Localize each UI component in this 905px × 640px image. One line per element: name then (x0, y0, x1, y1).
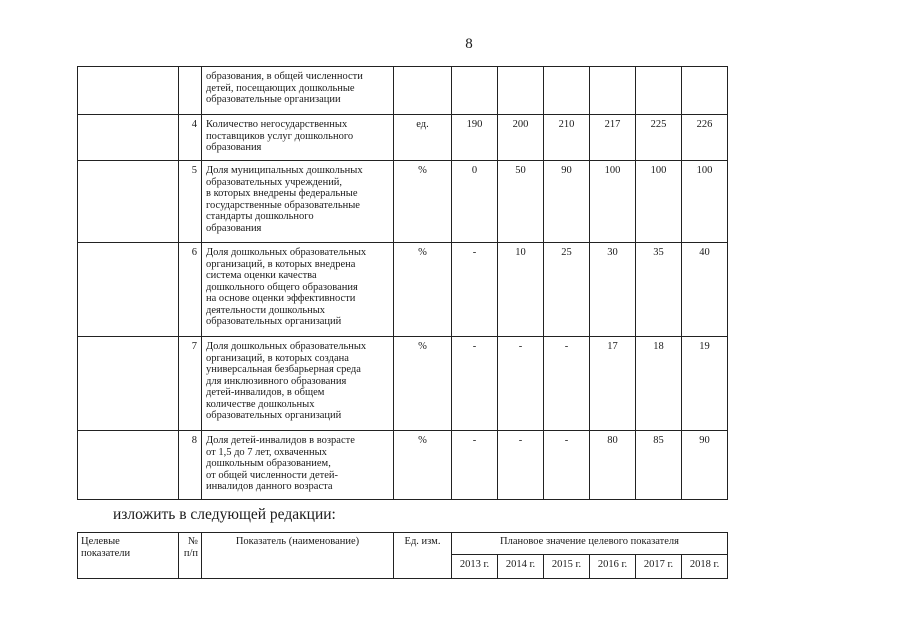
table-row (78, 431, 728, 500)
header-year: 2013 г. (452, 555, 498, 579)
unit-cell: % (394, 161, 452, 243)
value-cell: 100 (590, 161, 636, 243)
value-cell: - (452, 431, 498, 500)
indicator-name (202, 115, 394, 161)
value-cell: 100 (636, 161, 682, 243)
value-cell (636, 67, 682, 115)
value-cell: - (498, 431, 544, 500)
value-cell: 85 (636, 431, 682, 500)
table-row (78, 243, 728, 337)
table-row (78, 115, 728, 161)
value-cell: 90 (682, 431, 728, 500)
value-cell: 50 (498, 161, 544, 243)
table-row (78, 67, 728, 115)
value-cell: 225 (636, 115, 682, 161)
header-row-number: № п/п (179, 533, 202, 579)
header-target-indicators: Целевые показатели (78, 533, 179, 579)
value-cell: 25 (544, 243, 590, 337)
value-cell (590, 67, 636, 115)
indicator-name (202, 243, 394, 337)
value-cell: 217 (590, 115, 636, 161)
indicator-name (202, 161, 394, 243)
row-category-cell (78, 115, 179, 161)
value-cell: 40 (682, 243, 728, 337)
header-unit: Ед. изм. (394, 533, 452, 579)
row-category-cell (78, 161, 179, 243)
value-cell: 30 (590, 243, 636, 337)
lead-text: изложить в следующей редакции: (113, 506, 336, 523)
table-row (78, 337, 728, 431)
value-cell: 19 (682, 337, 728, 431)
value-cell: 10 (498, 243, 544, 337)
value-cell: 80 (590, 431, 636, 500)
unit-cell: % (394, 431, 452, 500)
value-cell (682, 67, 728, 115)
value-cell (498, 67, 544, 115)
header-indicator-name: Показатель (наименование) (202, 533, 394, 579)
unit-cell (394, 67, 452, 115)
header-year: 2015 г. (544, 555, 590, 579)
indicator-name-text: Доля дошкольных образовательных организаций, в которых внедрена система оценки качества дошкольного общего образования на основе оценки эффективности деятельности дошкольных образовательных организаций (206, 247, 367, 327)
indicator-name (202, 337, 394, 431)
page-number: 8 (465, 36, 473, 52)
value-cell: 17 (590, 337, 636, 431)
value-cell: 18 (636, 337, 682, 431)
indicator-name-text: Доля дошкольных образовательных организаций, в которых создана универсальная безбарьерная среда для инклюзивного образования детей-инвалидов, в общем количестве дошкольных образовательных организаций (206, 341, 367, 421)
header-planned-value: Плановое значение целевого показателя (452, 533, 728, 555)
unit-cell: % (394, 243, 452, 337)
indicator-name-text: Доля муниципальных дошкольных образовательных учреждений, в которых внедрены федеральные государственные образовательные стандарты дошкольного образования (206, 165, 363, 234)
table-row (78, 161, 728, 243)
indicator-name-text: Доля детей-инвалидов в возрасте от 1,5 до 7 лет, охваченных дошкольным образованием, от общей численности детей- инвалидов данного возраста (206, 435, 355, 492)
value-cell: - (544, 431, 590, 500)
row-number: 8 (179, 431, 202, 500)
value-cell: - (452, 337, 498, 431)
row-number (179, 67, 202, 115)
value-cell: 100 (682, 161, 728, 243)
value-cell: 90 (544, 161, 590, 243)
row-category-cell (78, 243, 179, 337)
value-cell: 200 (498, 115, 544, 161)
value-cell: 190 (452, 115, 498, 161)
unit-cell: % (394, 337, 452, 431)
value-cell: 210 (544, 115, 590, 161)
value-cell (452, 67, 498, 115)
header-year: 2014 г. (498, 555, 544, 579)
unit-cell: ед. (394, 115, 452, 161)
indicators-table-new (77, 532, 728, 579)
value-cell: - (498, 337, 544, 431)
value-cell (544, 67, 590, 115)
value-cell: 226 (682, 115, 728, 161)
row-category-cell (78, 337, 179, 431)
row-number: 4 (179, 115, 202, 161)
value-cell: - (544, 337, 590, 431)
row-number: 5 (179, 161, 202, 243)
indicator-name-text: образования, в общей численности детей, посещающих дошкольные образовательные организации (206, 71, 363, 105)
indicator-name-text: Количество негосударственных поставщиков услуг дошкольного образования (206, 119, 354, 153)
indicator-name (202, 67, 394, 115)
indicators-table-continued (77, 66, 728, 500)
row-number: 7 (179, 337, 202, 431)
row-category-cell (78, 431, 179, 500)
value-cell: 0 (452, 161, 498, 243)
header-year: 2017 г. (636, 555, 682, 579)
indicator-name (202, 431, 394, 500)
value-cell: - (452, 243, 498, 337)
row-number: 6 (179, 243, 202, 337)
header-year: 2016 г. (590, 555, 636, 579)
header-year: 2018 г. (682, 555, 728, 579)
row-category-cell (78, 67, 179, 115)
value-cell: 35 (636, 243, 682, 337)
